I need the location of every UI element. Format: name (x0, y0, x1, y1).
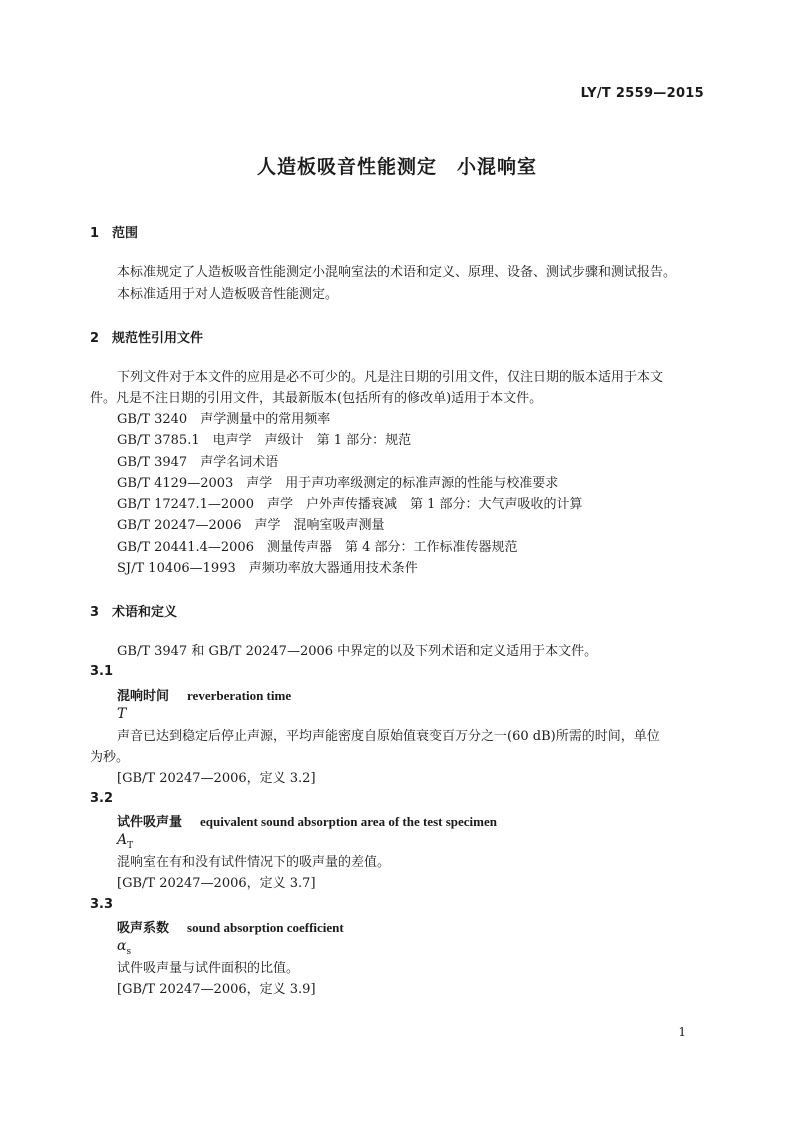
reference-item: GB/T 20441.4—2006 测量传声器 第 4 部分：工作标准传器规范 (117, 539, 518, 555)
term-heading (90, 917, 731, 936)
term-heading (90, 685, 731, 704)
term-symbol (90, 832, 731, 851)
term-english: equivalent sound absorption area of the test specimen (200, 814, 497, 829)
page-number: 1 (678, 1025, 686, 1039)
term-source: [GB/T 20247—2006，定义 3.9] (117, 982, 316, 997)
term-number: 3.1 (90, 664, 114, 679)
section-title: 规范性引用文件 (112, 331, 204, 346)
document-title: 人造板吸音性能测定 小混响室 (256, 156, 537, 178)
section-title: 范围 (112, 226, 139, 241)
section-number: 1 (90, 226, 100, 241)
reference-item: GB/T 20247—2006 声学 混响室吸声测量 (117, 518, 385, 534)
standard-code: LY/T 2559—2015 (580, 86, 704, 101)
term-number: 3.3 (90, 897, 114, 912)
term-definition: 试件吸声量与试件面积的比值。 (117, 961, 300, 976)
symbol-main: A (117, 832, 128, 848)
symbol-subscript: s (126, 946, 132, 957)
term-chinese: 吸声系数 (117, 921, 170, 936)
term-chinese: 试件吸声量 (117, 815, 183, 830)
section-number: 3 (90, 605, 100, 620)
term-heading (90, 811, 731, 830)
section-1-heading (90, 222, 704, 241)
section-3-intro: GB/T 3947 和 GB/T 20247—2006 中界定的以及下列术语和定义适用于本文件。 (117, 644, 598, 659)
term-definition-line-1: 声音已达到稳定后停止声源，平均声能密度自原始值衰变百万分之一(60 dB)所需的时间，单位 (117, 729, 660, 744)
term-english: sound absorption coefficient (187, 920, 344, 935)
reference-item: GB/T 17247.1—2000 声学 户外声传播衰减 第 1 部分：大气声吸收的计算 (117, 497, 583, 513)
symbol-main: T (117, 706, 127, 722)
reference-item: GB/T 3240 声学测量中的常用频率 (117, 412, 331, 427)
section-1-paragraph-2: 本标准适用于对人造板吸音性能测定。 (117, 287, 339, 302)
section-title: 术语和定义 (112, 605, 178, 620)
term-definition-line-2: 为秒。 (90, 750, 130, 765)
reference-item: GB/T 3947 声学名词术语 (117, 454, 279, 470)
term-chinese: 混响时间 (117, 689, 170, 704)
term-symbol (90, 938, 731, 957)
term-number: 3.2 (90, 791, 114, 806)
term-english: reverberation time (187, 688, 292, 703)
symbol-subscript: T (127, 840, 134, 851)
section-2-heading (90, 327, 704, 346)
section-number: 2 (90, 331, 100, 346)
reference-item: GB/T 3785.1 电声学 声级计 第 1 部分：规范 (117, 433, 412, 449)
reference-item: SJ/T 10406—1993 声频功率放大器通用技术条件 (117, 561, 418, 577)
section-2-intro-line-1: 下列文件对于本文件的应用是必不可少的。凡是注日期的引用文件，仅注日期的版本适用于本文 (117, 370, 664, 385)
section-3-heading (90, 601, 704, 620)
symbol-main: α (117, 938, 127, 954)
term-source: [GB/T 20247—2006，定义 3.7] (117, 876, 316, 891)
section-2-intro-line-2: 件。凡是不注日期的引用文件，其最新版本(包括所有的修改单)适用于本文件。 (90, 391, 543, 406)
term-source: [GB/T 20247—2006，定义 3.2] (117, 771, 316, 786)
term-definition: 混响室在有和没有试件情况下的吸声量的差值。 (117, 855, 391, 870)
section-1-paragraph-1: 本标准规定了人造板吸音性能测定小混响室法的术语和定义、原理、设备、测试步骤和测试报告。 (117, 265, 677, 280)
reference-item: GB/T 4129—2003 声学 用于声功率级测定的标准声源的性能与校准要求 (117, 475, 559, 491)
reference-list (90, 409, 704, 579)
term-symbol (90, 706, 731, 722)
